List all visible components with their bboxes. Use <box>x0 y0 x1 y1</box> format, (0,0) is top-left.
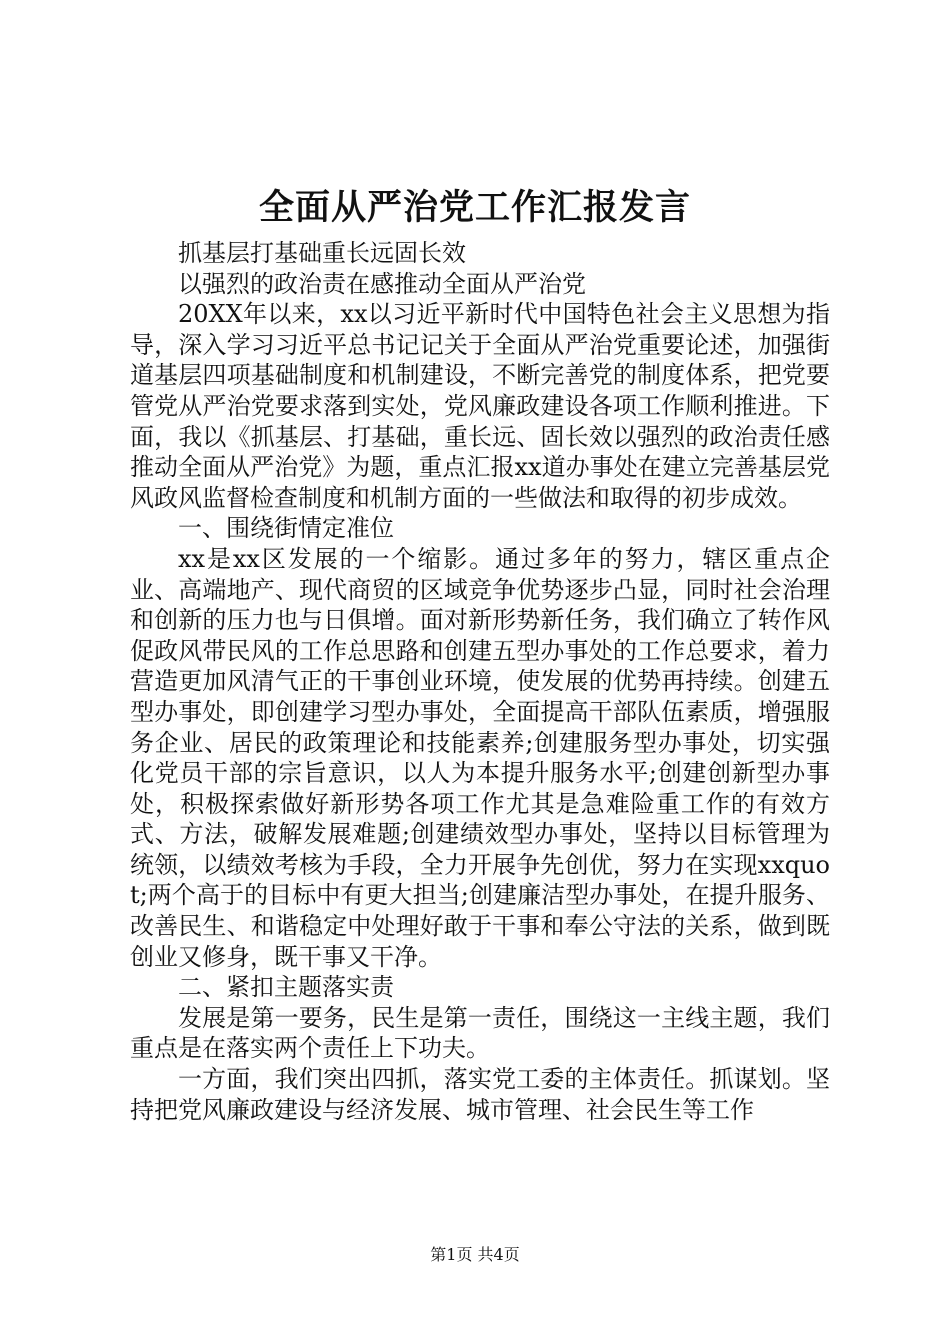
subtitle-line-2: 以强烈的政治责在感推动全面从严治党 <box>178 269 586 298</box>
section-2-paragraph-2: 一方面，我们突出四抓，落实党工委的主体责任。抓谋划。坚持把党风廉政建设与经济发展、城市管理、社会民生等工作 <box>130 1065 830 1124</box>
section-2-paragraph: 发展是第一要务，民生是第一责任，围绕这一主线主题，我们重点是在落实两个责任上下功夫。 <box>130 1003 830 1063</box>
section-heading-1: 一、围绕街情定准位 <box>178 514 394 543</box>
document-body <box>130 238 830 1125</box>
subtitle-line-1: 抓基层打基础重长远固长效 <box>178 239 466 267</box>
section-heading-2: 二、紧扣主题落实责 <box>178 973 394 1002</box>
intro-paragraph: 20XX年以来，xx以习近平新时代中国特色社会主义思想为指导，深入学习习近平总书记记关于全面从严治党重要论述，加强街道基层四项基础制度和机制建设，不断完善党的制度体系，把党要管党从严治党要求落到实处，党风廉政建设各项工作顺利推进。下面，我以《抓基层、打基础，重长远、固长效以强烈的政治责任感推动全面从严治党》为题，重点汇报xx道办事处在建立完善基层党风政风监督检查制度和机制方面的一些做法和取得的初步成效。 <box>130 300 830 512</box>
document-title: 全面从严治党工作汇报发言 <box>258 187 691 228</box>
page-number-footer: 第1页 共4页 <box>430 1245 520 1264</box>
section-1-paragraph: xx是xx区发展的一个缩影。通过多年的努力，辖区重点企业、高端地产、现代商贸的区域竞争优势逐步凸显，同时社会治理和创新的压力也与日俱增。面对新形势新任务，我们确立了转作风促政风带民风的工作总思路和创建五型办事处的工作总要求，着力营造更加风清气正的干事创业环境，使发展的优势再持续。创建五型办事处，即创建学习型办事处，全面提高干部队伍素质，增强服务企业、居民的政策理论和技能素养;创建服务型办事处，切实强化党员干部的宗旨意识，以人为本提升服务水平;创建创新型办事处，积极探索做好新形势各项工作尤其是急难险重工作的有效方式、方法，破解发展难题;创建绩效型办事处，坚持以目标管理为统领，以绩效考核为手段，全力开展争先创优，努力在实现xxquot;两个高于的目标中有更大担当;创建廉洁型办事处，在提升服务、改善民生、和谐稳定中处理好敢于干事和奉公守法的关系，做到既创业又修身，既干事又干净。 <box>130 544 830 971</box>
